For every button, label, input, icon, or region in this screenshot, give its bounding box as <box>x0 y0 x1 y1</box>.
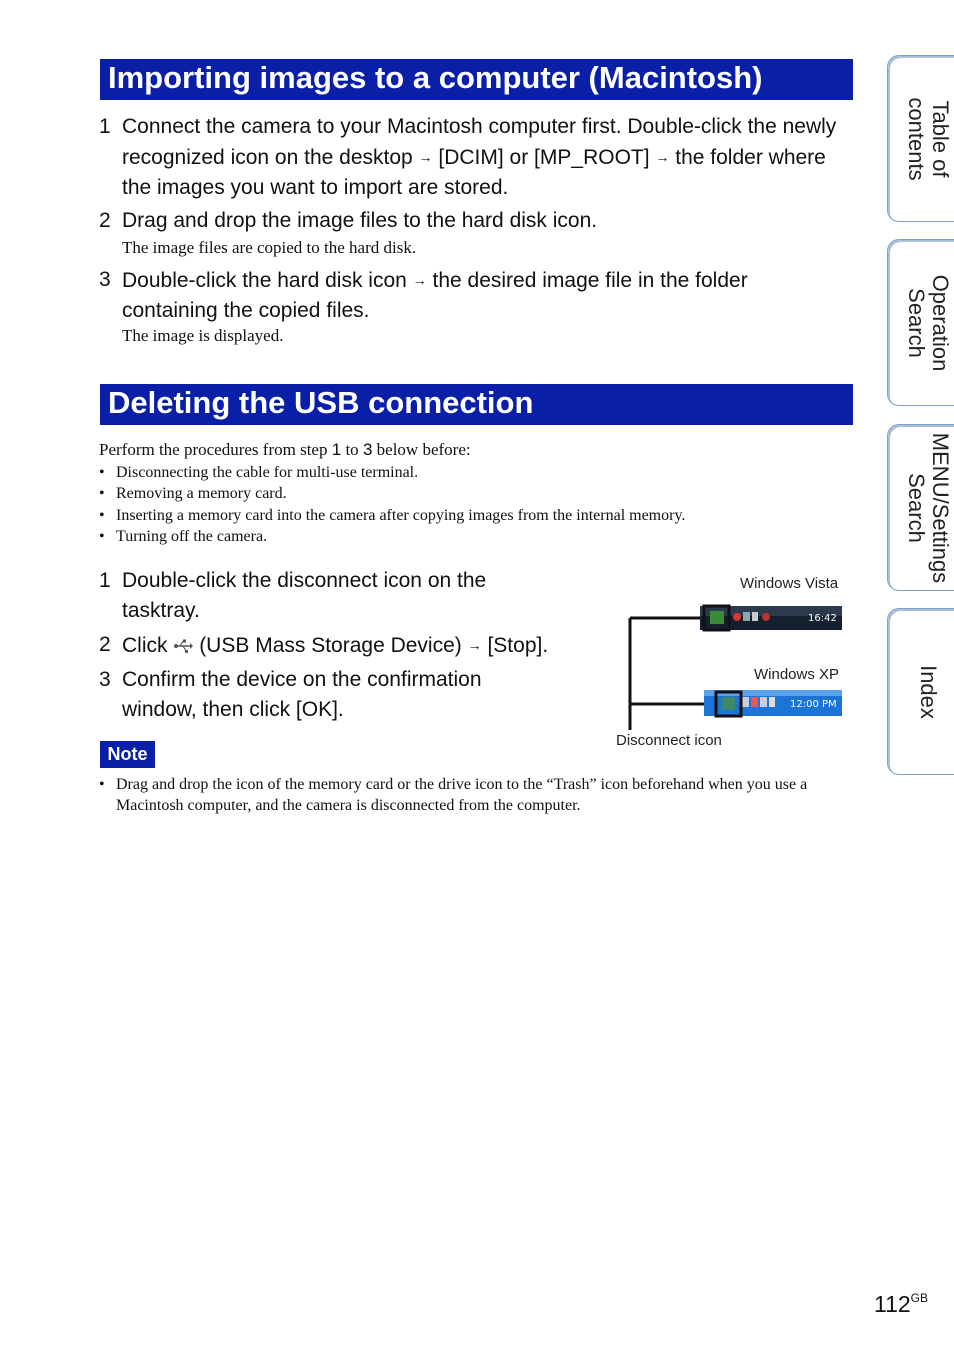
tab-table-of-contents[interactable]: Table of contents <box>887 55 954 222</box>
tab-menu-settings-search[interactable]: MENU/Settings Search <box>887 424 954 591</box>
usb-bullet: • Inserting a memory card into the camera after copying images from the internal memory. <box>99 507 686 524</box>
usb-intro: Perform the procedures from step 1 to 3 below before: <box>99 440 471 459</box>
usb-bullet: • Turning off the camera. <box>99 528 268 545</box>
arrow-icon: → <box>655 149 670 165</box>
usb-bullet: • Disconnecting the cable for multi-use terminal. <box>99 464 419 481</box>
page-number: $112^{GB}$ <box>874 1291 929 1317</box>
note-badge: Note <box>100 741 155 768</box>
tab-index[interactable]: Index <box>887 608 954 775</box>
section-title-usb: Deleting the USB connection <box>100 384 853 425</box>
import-step-1: 1 Connect the camera to your Macintosh computer first. Double-click the newly recognized icon on the desktop → [DCIM] or [MP_ROOT] → the folder where the images you want to import are stored. <box>99 115 837 199</box>
arrow-icon: → <box>412 272 427 288</box>
usb-icon <box>173 637 193 655</box>
xp-clock: 12:00 PM <box>790 699 837 710</box>
usb-step-2: 2 Click (USB Mass Storage Device) → [Stop]. <box>99 633 549 657</box>
tab-operation-search[interactable]: Operation Search <box>887 239 954 406</box>
note-text: • Drag and drop the icon of the memory card or the drive icon to the “Trash” icon beforehand when you use a Macintosh computer, and the camera is disconnected from the computer. <box>99 776 808 814</box>
import-step-3-note: The image is displayed. <box>122 326 284 345</box>
vista-clock: 16:42 <box>808 613 837 624</box>
usb-bullet: • Removing a memory card. <box>99 485 287 502</box>
tasktray-figure <box>620 598 850 732</box>
windows-vista-label: Windows Vista <box>740 575 839 592</box>
section-title-importing: Importing images to a computer (Macintosh) <box>100 59 853 100</box>
arrow-icon: → <box>418 149 433 165</box>
windows-xp-label: Windows XP <box>754 666 840 683</box>
import-step-3: 3 Double-click the hard disk icon → the desired image file in the folder containing the copied files. <box>99 268 748 322</box>
usb-step-1: 1 Double-click the disconnect icon on the tasktray. <box>99 569 487 622</box>
arrow-icon: → <box>467 637 482 653</box>
usb-step-3: 3 Confirm the device on the confirmation window, then click [OK]. <box>99 668 482 721</box>
import-step-2: 2 Drag and drop the image files to the hard disk icon. <box>99 209 598 232</box>
import-step-2-note: The image files are copied to the hard disk. <box>122 238 417 257</box>
disconnect-icon-label: Disconnect icon <box>616 732 722 749</box>
